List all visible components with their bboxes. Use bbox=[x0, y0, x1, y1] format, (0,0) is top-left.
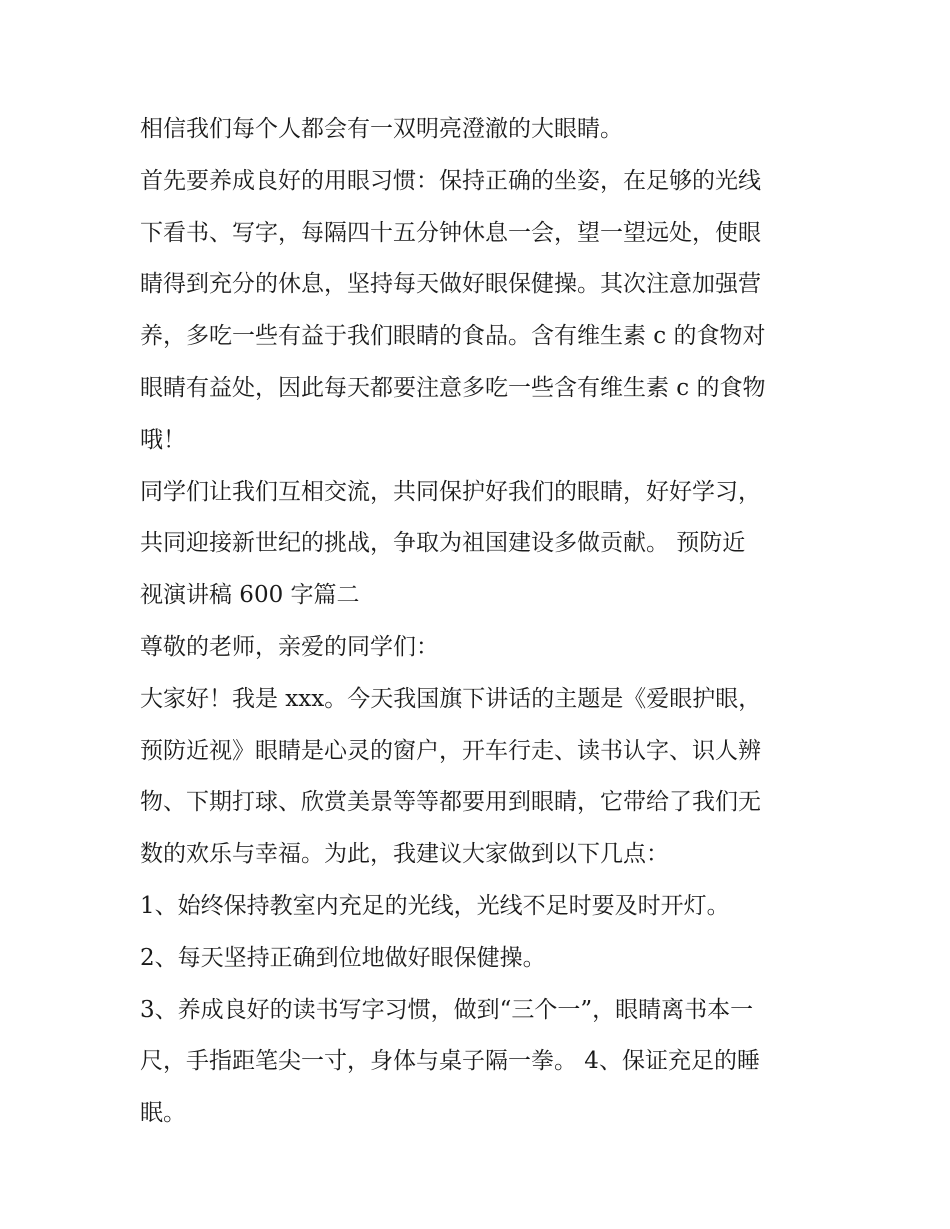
document-body bbox=[140, 104, 820, 1140]
text-line: 相信我们每个人都会有一双明亮澄澈的大眼睛。 bbox=[140, 116, 623, 142]
paragraph bbox=[140, 622, 820, 674]
text-line: 眼睛有益处，因此每天都要注意多吃一些含有维生素 c 的食物 bbox=[140, 374, 766, 401]
text-line: 视演讲稿 600 字篇二 bbox=[140, 582, 360, 609]
list-item bbox=[140, 933, 820, 985]
text-line: 3、养成良好的读书写字习惯，做到“三个一”，眼睛离书本一 bbox=[140, 996, 754, 1023]
text-line: 养，多吃一些有益于我们眼睛的食品。含有维生素 c 的食物对 bbox=[140, 323, 766, 350]
text-line: 大家好！我是 xxx。今天我国旗下讲话的主题是《爱眼护眼， bbox=[140, 685, 762, 712]
text-line: 睛得到充分的休息，坚持每天做好眼保健操。其次注意加强营 bbox=[140, 271, 761, 298]
list-item bbox=[140, 985, 820, 1140]
text-line: 同学们让我们互相交流，共同保护好我们的眼睛，好好学习， bbox=[140, 478, 761, 505]
text-line: 首先要养成良好的用眼习惯：保持正确的坐姿，在足够的光线 bbox=[140, 167, 761, 194]
text-line: 哦！ bbox=[140, 426, 186, 453]
paragraph bbox=[140, 104, 820, 156]
text-line: 1、始终保持教室内充足的光线，光线不足时要及时开灯。 bbox=[140, 892, 730, 919]
text-line: 预防近视》眼睛是心灵的窗户，开车行走、读书认字、识人辨 bbox=[140, 737, 761, 764]
paragraph bbox=[140, 156, 820, 467]
text-line: 共同迎接新世纪的挑战，争取为祖国建设多做贡献。 预防近 bbox=[140, 530, 746, 557]
paragraph bbox=[140, 467, 820, 622]
list-item bbox=[140, 881, 820, 933]
paragraph bbox=[140, 674, 820, 881]
text-line: 数的欢乐与幸福。为此，我建议大家做到以下几点： bbox=[140, 841, 669, 868]
text-line: 2、每天坚持正确到位地做好眼保健操。 bbox=[140, 944, 546, 971]
text-line: 物、下期打球、欣赏美景等等都要用到眼睛，它带给了我们无 bbox=[140, 789, 761, 816]
text-line: 尊敬的老师，亲爱的同学们： bbox=[140, 633, 439, 660]
text-line: 下看书、写字，每隔四十五分钟休息一会，望一望远处，使眼 bbox=[140, 219, 761, 246]
text-line: 眠。 bbox=[140, 1100, 186, 1127]
text-line: 尺，手指距笔尖一寸，身体与桌子隔一拳。 4、保证充足的睡 bbox=[140, 1048, 760, 1075]
